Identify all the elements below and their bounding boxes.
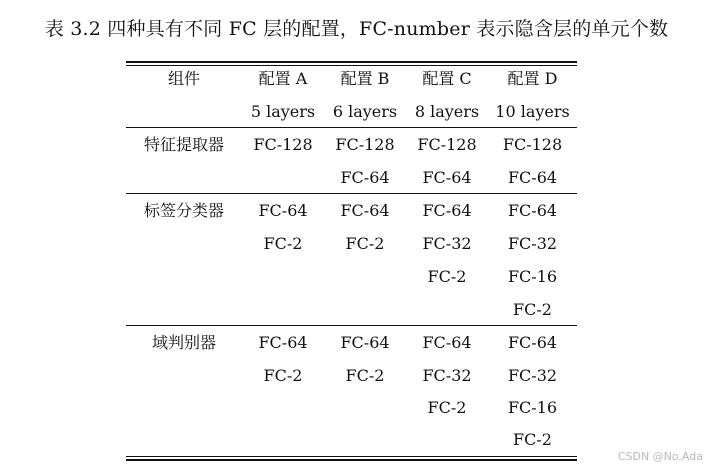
header-layers-c: 8 layers — [414, 102, 480, 121]
table-cell: FC-32 — [507, 366, 558, 385]
table-cell: FC-64 — [258, 201, 308, 220]
table-cell: FC-64 — [507, 201, 558, 220]
top-rule-inner — [126, 65, 577, 66]
table-cell: FC-32 — [422, 234, 472, 253]
header-config-b: 配置 B — [340, 69, 390, 88]
group-domain-discriminator: 域判别器 — [151, 333, 216, 352]
table-caption: 表 3.2 四种具有不同 FC 层的配置，FC-number 表示隐含层的单元个数 — [44, 18, 669, 40]
header-layers-b: 6 layers — [332, 102, 398, 121]
table-cell: FC-128 — [253, 135, 313, 154]
table-cell: FC-2 — [263, 234, 303, 253]
group-label-classifier: 标签分类器 — [143, 201, 224, 220]
table-cell: FC-128 — [335, 135, 395, 154]
header-config-d: 配置 D — [507, 69, 558, 88]
table-cell: FC-64 — [340, 333, 390, 352]
table-cell: FC-2 — [513, 300, 552, 319]
group-rule-2 — [126, 325, 577, 326]
header-config-c: 配置 C — [422, 69, 472, 88]
table-cell: FC-2 — [427, 398, 467, 417]
bottom-rule-inner — [126, 456, 577, 457]
table-cell: FC-16 — [507, 267, 558, 286]
header-layers-a: 5 layers — [250, 102, 316, 121]
table-cell: FC-64 — [507, 333, 558, 352]
top-rule — [126, 61, 577, 63]
table-cell: FC-128 — [417, 135, 477, 154]
table-cell: FC-2 — [345, 234, 385, 253]
table-cell: FC-64 — [340, 201, 390, 220]
table-cell: FC-64 — [507, 168, 558, 187]
table-cell: FC-64 — [422, 201, 472, 220]
table-cell: FC-64 — [422, 333, 472, 352]
bottom-rule — [126, 459, 577, 461]
table-cell: FC-128 — [502, 135, 563, 154]
watermark: CSDN @No.Ada — [617, 450, 703, 463]
table-cell: FC-64 — [340, 168, 390, 187]
group-rule-1 — [126, 193, 577, 194]
table-cell: FC-32 — [507, 234, 558, 253]
header-component: 组件 — [167, 69, 200, 88]
table-cell: FC-64 — [422, 168, 472, 187]
header-layers-d: 10 layers — [495, 102, 570, 121]
table-cell: FC-16 — [507, 398, 558, 417]
table-cell: FC-2 — [427, 267, 467, 286]
header-config-a: 配置 A — [258, 69, 308, 88]
table-cell: FC-32 — [422, 366, 472, 385]
table-cell: FC-64 — [258, 333, 308, 352]
group-feature-extractor: 特征提取器 — [143, 135, 224, 154]
table-cell: FC-2 — [513, 430, 552, 449]
header-rule — [126, 127, 577, 128]
table-cell: FC-2 — [263, 366, 303, 385]
table-cell: FC-2 — [345, 366, 385, 385]
